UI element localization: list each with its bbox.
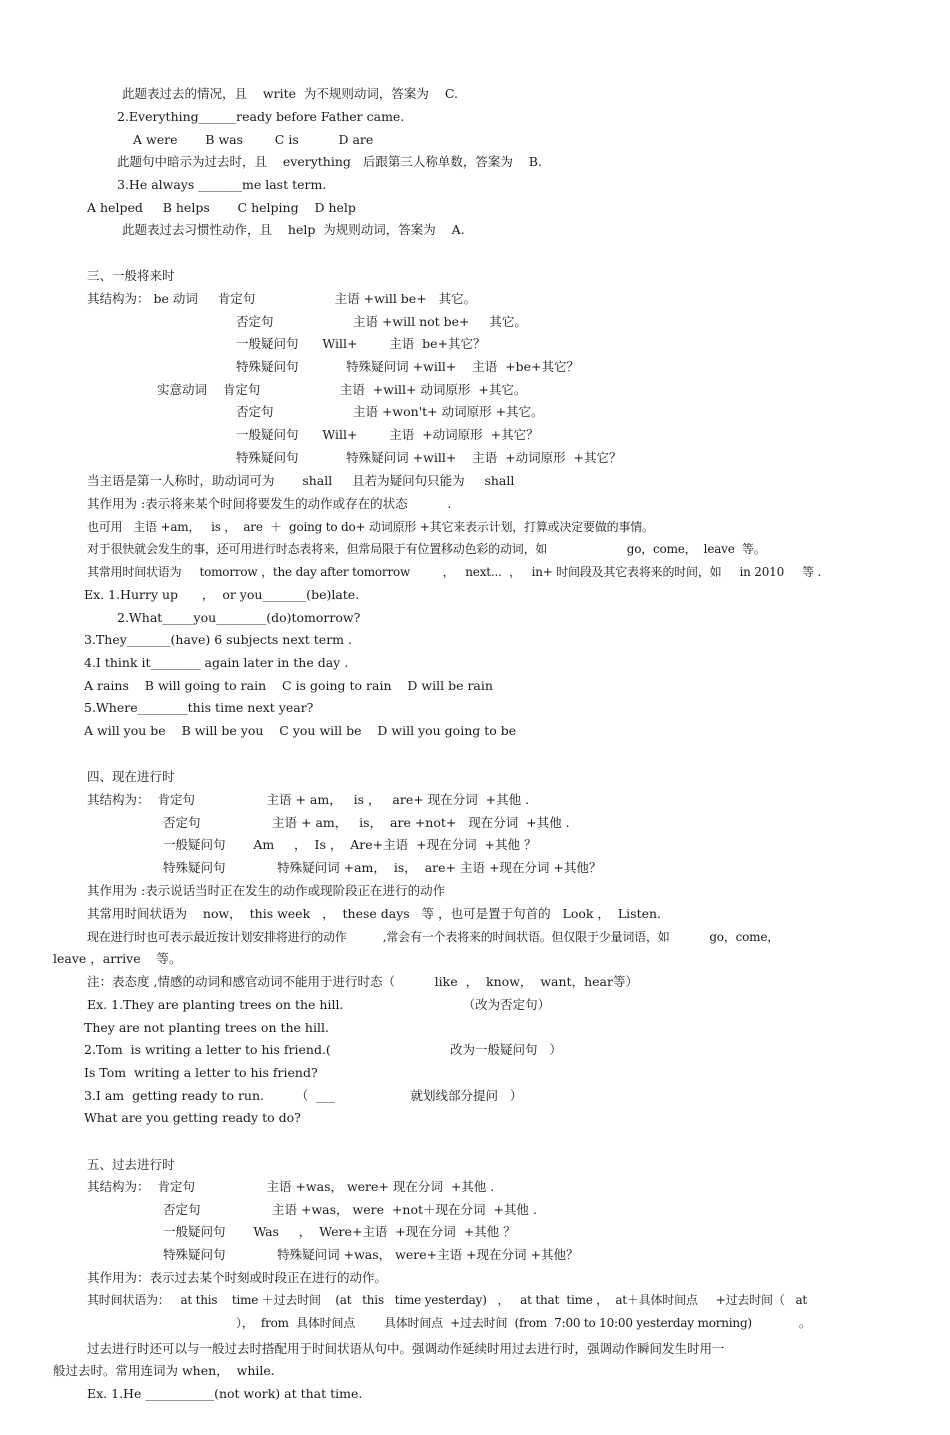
- text-line: A will you be B will be you C you will be D will you going to be: [84, 723, 517, 738]
- text-line: 一般疑问句 Will+ 主语 be+其它？: [236, 336, 486, 351]
- text-line: 其结构为： 肯定句 主语 + am， is ， are+ 现在分词 +其他 .: [87, 792, 530, 807]
- text-line: 过去进行时还可以与一般过去时搭配用于时间状语从句中。强调动作延续时用过去进行时，强调动作瞬间发生时用一: [87, 1341, 725, 1356]
- text-line: 特殊疑问句 特殊疑问词 +was， were+主语 +现在分词 +其他？: [163, 1247, 579, 1262]
- text-line: Ex. 1.Hurry up ， or you_______(be)late.: [84, 587, 360, 602]
- text-line: They are not planting trees on the hill.: [84, 1020, 329, 1035]
- text-line: 特殊疑问句 特殊疑问词 +will+ 主语 +动词原形 +其它？: [236, 450, 622, 465]
- text-line: 一般疑问句 Am ， Is ， Are+主语 +现在分词 +其他 ？: [163, 837, 537, 852]
- text-line: 当主语是第一人称时，助动词可为 shall 且若为疑问句只能为 shall: [87, 473, 515, 488]
- text-line: 现在进行时也可表示最近按计划安排将进行的动作 ,常会有一个表将来的时间状语。但仅限于少量词语，如 go，come，: [87, 930, 780, 944]
- text-line: What are you getting ready to do?: [84, 1110, 301, 1125]
- text-line: 此题表过去的情况，且 write 为不规则动词，答案为 C.: [122, 86, 458, 101]
- text-line: Ex. 1.They are planting trees on the hill. （改为否定句）: [87, 997, 551, 1012]
- text-line: A were B was C is D are: [133, 132, 374, 147]
- text-line: 否定句 主语 +will not be+ 其它。: [236, 314, 527, 329]
- text-line: 其作用为 :表示将来某个时间将要发生的动作或存在的状态 .: [87, 496, 452, 511]
- text-line: 注：表态度 ,情感的动词和感官动词不能用于进行时态（ like ， know， want，hear等）: [87, 974, 638, 989]
- text-line: 其常用时间状语为 now， this week ， these days 等 ，也可是置于句首的 Look ， Listen.: [87, 906, 662, 921]
- text-line: 否定句 主语 +was， were +not＋现在分词 +其他 .: [163, 1202, 537, 1217]
- text-line: 实意动词 肯定句 主语 +will+ 动词原形 +其它。: [157, 382, 527, 397]
- text-line: 般过去时。常用连词为 when， while.: [53, 1363, 275, 1378]
- text-line: 特殊疑问句 特殊疑问词 +will+ 主语 +be+其它？: [236, 359, 579, 374]
- text-line: 其作用为 :表示说话当时正在发生的动作或现阶段正在进行的动作: [87, 883, 446, 898]
- text-line: 2.What_____you________(do)tomorrow?: [117, 610, 361, 625]
- section-heading: 五、过去进行时: [87, 1157, 175, 1172]
- text-line: 3.They_______(have) 6 subjects next term .: [84, 632, 352, 647]
- text-line: 2.Everything______ready before Father came.: [117, 109, 405, 124]
- text-line: 4.I think it________ again later in the day .: [84, 655, 349, 670]
- text-line: Is Tom writing a letter to his friend?: [84, 1065, 318, 1080]
- text-line: 对于很快就会发生的事，还可用进行时态表将来，但常局限于有位置移动色彩的动词，如 go，come， leave 等。: [87, 542, 766, 556]
- text-line: 也可用 主语 +am， is ， are ＋ going to do+ 动词原形 +其它来表示计划，打算或决定要做的事情。: [87, 520, 654, 534]
- text-line: 3.I am getting ready to run. （ ___ 就划线部分提问 ）: [84, 1088, 523, 1103]
- text-line: A helped B helps C helping D help: [87, 200, 356, 215]
- text-line: 其作用为：表示过去某个时刻或时段正在进行的动作。: [87, 1270, 388, 1285]
- text-line: 5.Where________this time next year?: [84, 700, 314, 715]
- text-line: 此题句中暗示为过去时，且 everything 后跟第三人称单数，答案为 B.: [117, 154, 542, 169]
- text-line: 其时间状语为： at this time ＋过去时间 (at this time yesterday) ， at that time ， at＋具体时间点 +过去时间（ at: [87, 1293, 808, 1307]
- text-line: 否定句 主语 + am， is， are +not+ 现在分词 +其他 .: [163, 815, 570, 830]
- section-heading: 四、现在进行时: [87, 769, 175, 784]
- text-line: ）， from 具体时间点 具体时间点 +过去时间 (from 7:00 to 10:00 yesterday morning) 。: [236, 1316, 811, 1330]
- section-heading: 三、一般将来时: [87, 268, 175, 283]
- text-line: leave ，arrive 等。: [53, 951, 182, 966]
- text-line: 特殊疑问句 特殊疑问词 +am， is， are+ 主语 +现在分词 +其他？: [163, 860, 602, 875]
- text-line: A rains B will going to rain C is going to rain D will be rain: [84, 678, 493, 693]
- text-line: 其结构为： be 动词 肯定句 主语 +will be+ 其它。: [87, 291, 477, 306]
- text-line: 2.Tom is writing a letter to his friend.( 改为一般疑问句 ）: [84, 1042, 562, 1057]
- text-line: 3.He always _______me last term.: [117, 177, 327, 192]
- text-line: 否定句 主语 +won't+ 动词原形 +其它。: [236, 404, 544, 419]
- text-line: 此题表过去习惯性动作，且 help 为规则动词，答案为 A.: [122, 222, 465, 237]
- text-line: 其常用时间状语为 tomorrow ，the day after tomorrow ， next... ， in+ 时间段及其它表将来的时间，如 in 2010 等 .: [87, 565, 822, 579]
- text-line: 其结构为： 肯定句 主语 +was， were+ 现在分词 +其他 .: [87, 1179, 495, 1194]
- text-line: Ex. 1.He ___________(not work) at that time.: [87, 1386, 363, 1401]
- text-line: 一般疑问句 Was ， Were+主语 +现在分词 +其他 ？: [163, 1224, 516, 1239]
- text-line: 一般疑问句 Will+ 主语 +动词原形 +其它？: [236, 427, 539, 442]
